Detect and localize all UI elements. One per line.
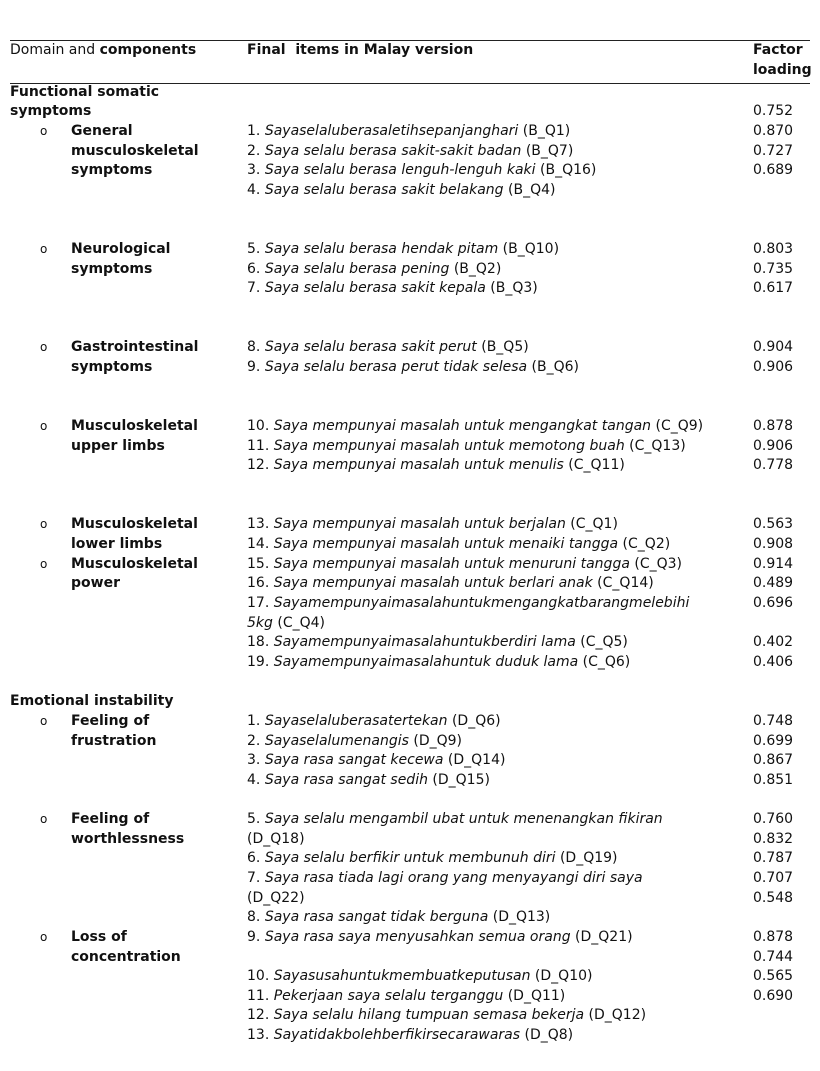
- loading-value: 0.563: [753, 516, 794, 532]
- item-row: 14. Saya mempunyai masalah untuk menaiki tangga (C_Q2): [247, 536, 671, 552]
- loading-value: 0.906: [753, 438, 794, 454]
- item-row: 10. Saya mempunyai masalah untuk mengangkat tangan (C_Q9): [247, 418, 704, 434]
- loading-value: 0.696: [753, 595, 794, 611]
- loading-value: 0.906: [753, 359, 794, 375]
- item-row: 13. Saya mempunyai masalah untuk berjalan (C_Q1): [247, 516, 618, 532]
- item-row: 2. Saya selalu berasa sakit-sakit badan (B_Q7): [247, 143, 574, 159]
- loading-value: 0.489: [753, 575, 794, 591]
- item-row: 1. Sayaselaluberasaletihsepanjanghari (B_Q1): [247, 123, 571, 139]
- loading-value: 0.914: [753, 556, 794, 572]
- item-row: 17. Sayamempunyaimasalahuntukmengangkatbarangmelebihi: [247, 595, 690, 611]
- loading-value: 0.760: [753, 811, 794, 827]
- loading-value: 0.851: [753, 772, 794, 788]
- component-general-line3: symptoms: [71, 162, 153, 178]
- component-general-line1: General: [71, 123, 133, 139]
- item-row: 12. Saya selalu hilang tumpuan semasa bekerja (D_Q12): [247, 1007, 647, 1023]
- item-row: 6. Saya selalu berasa pening (B_Q2): [247, 261, 502, 277]
- component-power-line2: power: [71, 575, 120, 591]
- item-row: 5. Saya selalu mengambil ubat untuk menenangkan fikiran: [247, 811, 663, 827]
- item-row: 8. Saya selalu berasa sakit perut (B_Q5): [247, 339, 529, 355]
- component-lower-line1: Musculoskeletal: [71, 516, 198, 532]
- header-factor-loading-line1: Factor: [753, 42, 803, 58]
- loading-value: 0.803: [753, 241, 794, 257]
- bullet-gastro: o: [40, 340, 48, 354]
- item-row: 7. Saya rasa tiada lagi orang yang menyayangi diri saya: [247, 870, 643, 886]
- loading-value: 0.707: [753, 870, 794, 886]
- component-neurological-line1: Neurological: [71, 241, 171, 257]
- header-factor-loading-line2: loading: [753, 62, 812, 78]
- loading-value: 0.778: [753, 457, 794, 473]
- component-general-line2: musculoskeletal: [71, 143, 199, 159]
- component-upper-line1: Musculoskeletal: [71, 418, 198, 434]
- loading-value: 0.870: [753, 123, 794, 139]
- domain-functional-line1: Functional somatic: [10, 84, 160, 100]
- loading-value: 0.752: [753, 103, 794, 119]
- item-row: 11. Pekerjaan saya selalu terganggu (D_Q11): [247, 988, 566, 1004]
- loading-value: 0.406: [753, 654, 794, 670]
- item-row: 7. Saya selalu berasa sakit kepala (B_Q3): [247, 280, 538, 296]
- header-domain-components: Domain and components: [10, 42, 197, 58]
- loading-value: 0.548: [753, 890, 794, 906]
- component-gastro-line1: Gastrointestinal: [71, 339, 199, 355]
- loading-value: 0.402: [753, 634, 794, 650]
- bullet-general: o: [40, 124, 48, 138]
- item-row: 10. Sayasusahuntukmembuatkeputusan (D_Q10): [247, 968, 593, 984]
- component-neurological-line2: symptoms: [71, 261, 153, 277]
- item-row: 3. Saya rasa sangat kecewa (D_Q14): [247, 752, 506, 768]
- component-lower-line2: lower limbs: [71, 536, 163, 552]
- item-row: 15. Saya mempunyai masalah untuk menuruni tangga (C_Q3): [247, 556, 682, 572]
- loading-value: 0.565: [753, 968, 794, 984]
- item-row: 6. Saya selalu berfikir untuk membunuh diri (D_Q19): [247, 850, 618, 866]
- loading-value: 0.787: [753, 850, 794, 866]
- component-upper-line2: upper limbs: [71, 438, 165, 454]
- component-worthlessness-line1: Feeling of: [71, 811, 150, 827]
- bullet-neurological: o: [40, 242, 48, 256]
- item-row: 2. Sayaselalumenangis (D_Q9): [247, 733, 463, 749]
- bullet-power: o: [40, 557, 48, 571]
- loading-value: 0.904: [753, 339, 794, 355]
- loading-value: 0.617: [753, 280, 794, 296]
- item-row: 4. Saya selalu berasa sakit belakang (B_Q4): [247, 182, 556, 198]
- item-row-continuation: (D_Q22): [247, 890, 305, 906]
- item-row: 16. Saya mempunyai masalah untuk berlari anak (C_Q14): [247, 575, 654, 591]
- component-concentration-line1: Loss of: [71, 929, 127, 945]
- component-frustration-line2: frustration: [71, 733, 157, 749]
- bullet-worthlessness: o: [40, 812, 48, 826]
- loading-value: 0.832: [753, 831, 794, 847]
- loading-value: 0.878: [753, 418, 794, 434]
- bullet-lower: o: [40, 517, 48, 531]
- component-power-line1: Musculoskeletal: [71, 556, 198, 572]
- item-row: 11. Saya mempunyai masalah untuk memotong buah (C_Q13): [247, 438, 686, 454]
- component-worthlessness-line2: worthlessness: [71, 831, 185, 847]
- loading-value: 0.690: [753, 988, 794, 1004]
- item-row: 13. Sayatidakbolehberfikirsecarawaras (D_Q8): [247, 1027, 574, 1043]
- item-row: 8. Saya rasa sangat tidak berguna (D_Q13): [247, 909, 551, 925]
- component-gastro-line2: symptoms: [71, 359, 153, 375]
- loading-value: 0.744: [753, 949, 794, 965]
- loading-value: 0.867: [753, 752, 794, 768]
- bullet-upper: o: [40, 419, 48, 433]
- item-row: 18. Sayamempunyaimasalahuntukberdiri lama (C_Q5): [247, 634, 628, 650]
- loading-value: 0.908: [753, 536, 794, 552]
- item-row: 5. Saya selalu berasa hendak pitam (B_Q10): [247, 241, 560, 257]
- item-row: 4. Saya rasa sangat sedih (D_Q15): [247, 772, 490, 788]
- bullet-concentration: o: [40, 930, 48, 944]
- domain-functional-line2: symptoms: [10, 103, 92, 119]
- loading-value: 0.878: [753, 929, 794, 945]
- loading-value: 0.689: [753, 162, 794, 178]
- header-final-items: Final items in Malay version: [247, 42, 474, 58]
- component-frustration-line1: Feeling of: [71, 713, 150, 729]
- item-row: 1. Sayaselaluberasatertekan (D_Q6): [247, 713, 501, 729]
- item-row: 3. Saya selalu berasa lenguh-lenguh kaki (B_Q16): [247, 162, 597, 178]
- loading-value: 0.699: [753, 733, 794, 749]
- component-concentration-line2: concentration: [71, 949, 181, 965]
- item-row: 9. Saya selalu berasa perut tidak selesa (B_Q6): [247, 359, 579, 375]
- bullet-frustration: o: [40, 714, 48, 728]
- item-row-continuation: (D_Q18): [247, 831, 305, 847]
- loading-value: 0.735: [753, 261, 794, 277]
- item-row: 12. Saya mempunyai masalah untuk menulis (C_Q11): [247, 457, 625, 473]
- domain-emotional: Emotional instability: [10, 693, 174, 709]
- loading-value: 0.727: [753, 143, 794, 159]
- item-row: 19. Sayamempunyaimasalahuntuk duduk lama (C_Q6): [247, 654, 631, 670]
- item-row: 9. Saya rasa saya menyusahkan semua orang (D_Q21): [247, 929, 633, 945]
- loading-value: 0.748: [753, 713, 794, 729]
- item-row-continuation: 5kg (C_Q4): [247, 615, 325, 631]
